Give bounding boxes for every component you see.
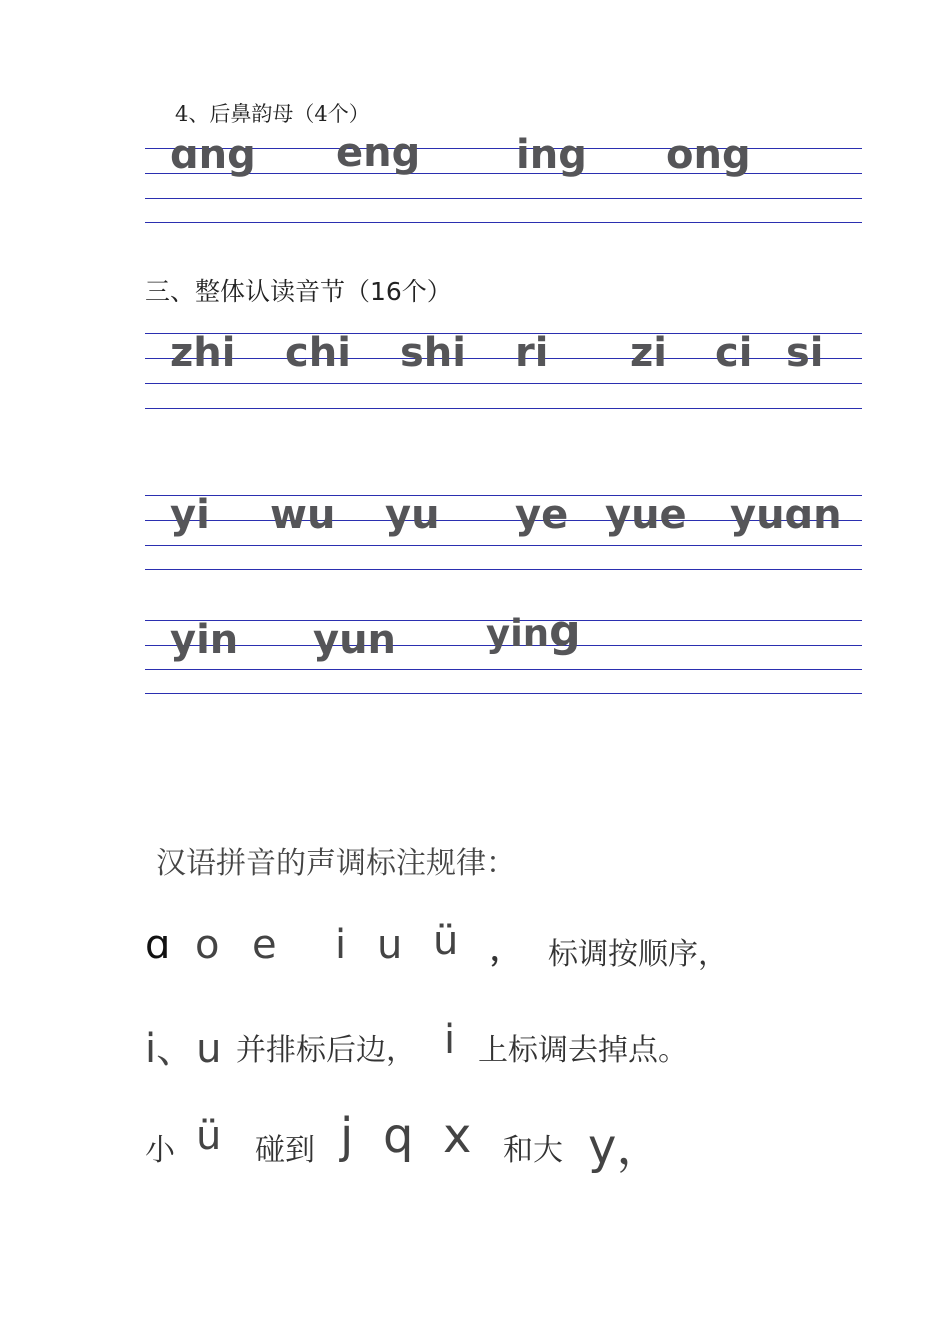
vowel-letter: i <box>335 922 347 968</box>
rule-text: 和大 <box>503 1133 563 1168</box>
rule-text: 碰到 <box>255 1133 315 1168</box>
section4-title: 4、后鼻韵母（4个） <box>175 102 370 126</box>
vowel-letters: i、u <box>145 1026 222 1072</box>
vowel-letter: ü <box>196 1113 222 1159</box>
pinyin-part: g <box>549 606 581 657</box>
pinyin-item: yuɑn <box>730 492 842 538</box>
pinyin-item: zi <box>630 330 667 376</box>
pinyin-item: ci <box>715 330 753 376</box>
pinyin-item: si <box>786 330 824 376</box>
vowel-letter: ɑ <box>145 922 171 968</box>
rule-text: 小 <box>145 1133 175 1168</box>
pinyin-item: yue <box>605 492 687 538</box>
consonant-letter: y， <box>588 1119 665 1175</box>
rule-text: 上标调去掉点。 <box>478 1033 688 1068</box>
pinyin-item: yun <box>313 617 397 663</box>
vowel-letter: ü <box>433 918 459 964</box>
rule-text: 标调按顺序， <box>548 937 728 972</box>
pinyin-item: ɑng <box>170 132 256 178</box>
pinyin-item: shi <box>400 330 466 376</box>
pinyin-item: wu <box>270 492 336 538</box>
pinyin-part: yin <box>486 612 550 655</box>
section3-title: 三、整体认读音节（16个） <box>145 277 452 306</box>
pinyin-item: ye <box>515 492 569 538</box>
pinyin-item: ri <box>515 330 549 376</box>
consonant-letter: x <box>443 1108 472 1164</box>
pinyin-item: yi <box>170 492 210 538</box>
pinyin-item: ong <box>666 132 751 178</box>
pinyin-item: ing <box>516 132 587 178</box>
vowel-letter: o <box>195 922 220 968</box>
rule-text: 并排标后边， <box>236 1033 416 1068</box>
consonant-letter: j <box>340 1108 354 1164</box>
pinyin-item: zhi <box>170 330 236 376</box>
vowel-letter: u <box>377 922 403 968</box>
tone-rules-title: 汉语拼音的声调标注规律： <box>156 846 516 881</box>
comma: ， <box>490 933 520 968</box>
pinyin-item: yin <box>170 617 239 663</box>
pinyin-item: eng <box>336 130 421 176</box>
vowel-letter: e <box>252 922 277 968</box>
pinyin-item: chi <box>285 330 351 376</box>
pinyin-item <box>486 606 581 657</box>
pinyin-item: yu <box>385 492 440 538</box>
vowel-letter: i <box>444 1017 456 1063</box>
consonant-letter: q <box>383 1108 414 1164</box>
